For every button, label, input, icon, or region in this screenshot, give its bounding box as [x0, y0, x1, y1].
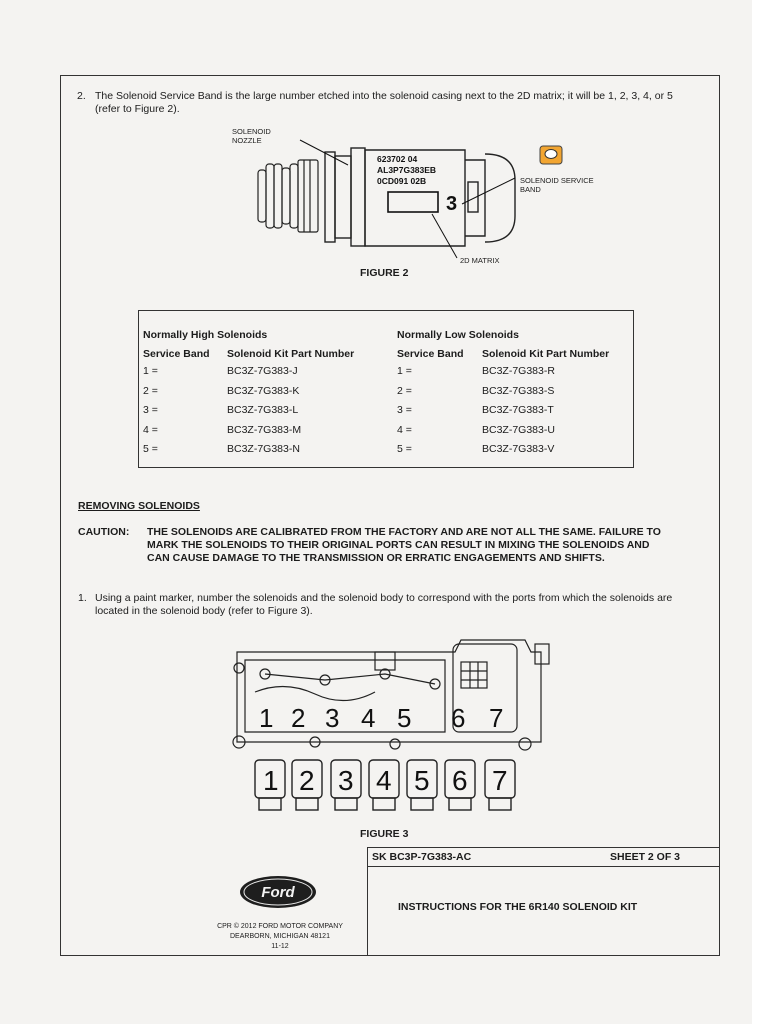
table-cell: 5 =: [143, 443, 158, 455]
table-cell: BC3Z-7G383-J: [227, 365, 298, 377]
figure3-solenoid-body-illustration: [225, 632, 565, 824]
table-cell: BC3Z-7G383-R: [482, 365, 555, 377]
table-cell: BC3Z-7G383-K: [227, 384, 300, 397]
date-code: 11-12: [271, 943, 289, 950]
step1-text: Using a paint marker, number the solenoids and the solenoid body to correspond with the ports from which the solenoids are located in the solenoid body (refer to Figure 3).: [95, 592, 673, 617]
high-col-service-band: Service Band: [143, 348, 210, 360]
comment-icon[interactable]: [540, 146, 562, 164]
solenoid-number: 6: [452, 765, 468, 796]
step2-text: The Solenoid Service Band is the large number etched into the solenoid casing next to the 2D matrix; it will be 1, 2, 3, 4, or 5 (refer to Figure 2).: [95, 90, 673, 115]
table-cell: BC3Z-7G383-N: [227, 443, 300, 455]
body-number: 2: [291, 703, 306, 733]
table-cell: 3 =: [397, 404, 412, 416]
body-number: 1: [259, 703, 274, 733]
etched-line-1: 623702 04: [377, 154, 418, 164]
high-band-column: [143, 362, 158, 460]
table-cell: BC3Z-7G383-V: [482, 443, 555, 455]
solenoid-numbers: [263, 765, 508, 796]
step2-number: 2.: [77, 90, 86, 102]
ford-logo: [238, 874, 318, 910]
table-cell: BC3Z-7G383-T: [482, 404, 554, 416]
document-title: INSTRUCTIONS FOR THE 6R140 SOLENOID KIT: [398, 901, 638, 913]
high-col-part-number: Solenoid Kit Part Number: [227, 348, 355, 360]
solenoid-body: [233, 640, 549, 750]
page-edge: [752, 0, 768, 1024]
body-number: 4: [361, 703, 376, 733]
body-number: 6: [451, 703, 466, 733]
title-block-left-border: [367, 847, 368, 955]
low-band-column: [397, 362, 412, 460]
table-cell: 4 =: [397, 423, 412, 436]
solenoid-number: 5: [414, 765, 430, 796]
figure2-caption: FIGURE 2: [360, 267, 409, 279]
table-cell: 1 =: [397, 365, 412, 377]
2d-matrix: [388, 192, 438, 212]
low-part-column: [482, 362, 555, 460]
high-part-column: [227, 362, 301, 460]
table-cell: 4 =: [143, 423, 158, 436]
caution-text: THE SOLENOIDS ARE CALIBRATED FROM THE FACTORY AND ARE NOT ALL THE SAME. FAILURE TO MARK THE SOLENOIDS TO THEIR ORIGINAL PORTS CAN RESULT IN MIXING THE SOLENOIDS AND CAN CAUSE DAMAGE TO THE TRANSMISSION OR ERRATIC ENGAGEMENTS AND SHIFTS.: [147, 526, 661, 564]
low-col-part-number: Solenoid Kit Part Number: [482, 348, 610, 360]
table-cell: 2 =: [397, 384, 412, 397]
figure3-caption: FIGURE 3: [360, 828, 409, 840]
callout-2d-matrix: 2D MATRIX: [460, 256, 500, 265]
solenoid-number: 1: [263, 765, 279, 796]
low-solenoids-title: Normally Low Solenoids: [397, 329, 519, 341]
table-cell: BC3Z-7G383-S: [482, 384, 555, 397]
copyright: CPR © 2012 FORD MOTOR COMPANY: [217, 923, 343, 930]
body-number: 3: [325, 703, 340, 733]
callout-solenoid-service-band: SOLENOID SERVICE BAND: [520, 176, 594, 194]
table-cell: 2 =: [143, 384, 158, 397]
removing-solenoids-heading: REMOVING SOLENOIDS: [78, 500, 200, 512]
step1-number: 1.: [78, 592, 87, 604]
ford-logo-text: Ford: [261, 884, 295, 901]
low-col-service-band: Service Band: [397, 348, 464, 360]
table-cell: 3 =: [143, 404, 158, 416]
callout-solenoid-nozzle: SOLENOID NOZZLE: [232, 127, 271, 145]
etched-line-3: 0CD091 02B: [377, 176, 427, 186]
body-number: 7: [489, 703, 504, 733]
solenoid-number: 2: [299, 765, 315, 796]
table-cell: 5 =: [397, 443, 412, 455]
solenoid-nozzle: [258, 160, 318, 232]
table-cell: 1 =: [143, 365, 158, 377]
service-band-number: 3: [446, 193, 458, 215]
caution-label: CAUTION:: [78, 526, 130, 538]
title-block-top-border: [367, 847, 720, 848]
kit-part-number: SK BC3P-7G383-AC: [372, 851, 472, 863]
table-cell: BC3Z-7G383-U: [482, 423, 555, 436]
solenoid-number: 4: [376, 765, 392, 796]
body-port-numbers: [259, 703, 503, 733]
solenoid-number: 3: [338, 765, 354, 796]
solenoid-number: 7: [492, 765, 508, 796]
title-block-divider: [367, 866, 720, 867]
body-number: 5: [397, 703, 412, 733]
sheet-number: SHEET 2 OF 3: [610, 851, 681, 863]
table-cell: BC3Z-7G383-M: [227, 423, 302, 436]
high-solenoids-title: Normally High Solenoids: [143, 329, 268, 341]
address: DEARBORN, MICHIGAN 48121: [230, 933, 330, 940]
etched-line-2: AL3P7G383EB: [377, 165, 437, 175]
table-cell: BC3Z-7G383-L: [227, 404, 299, 416]
